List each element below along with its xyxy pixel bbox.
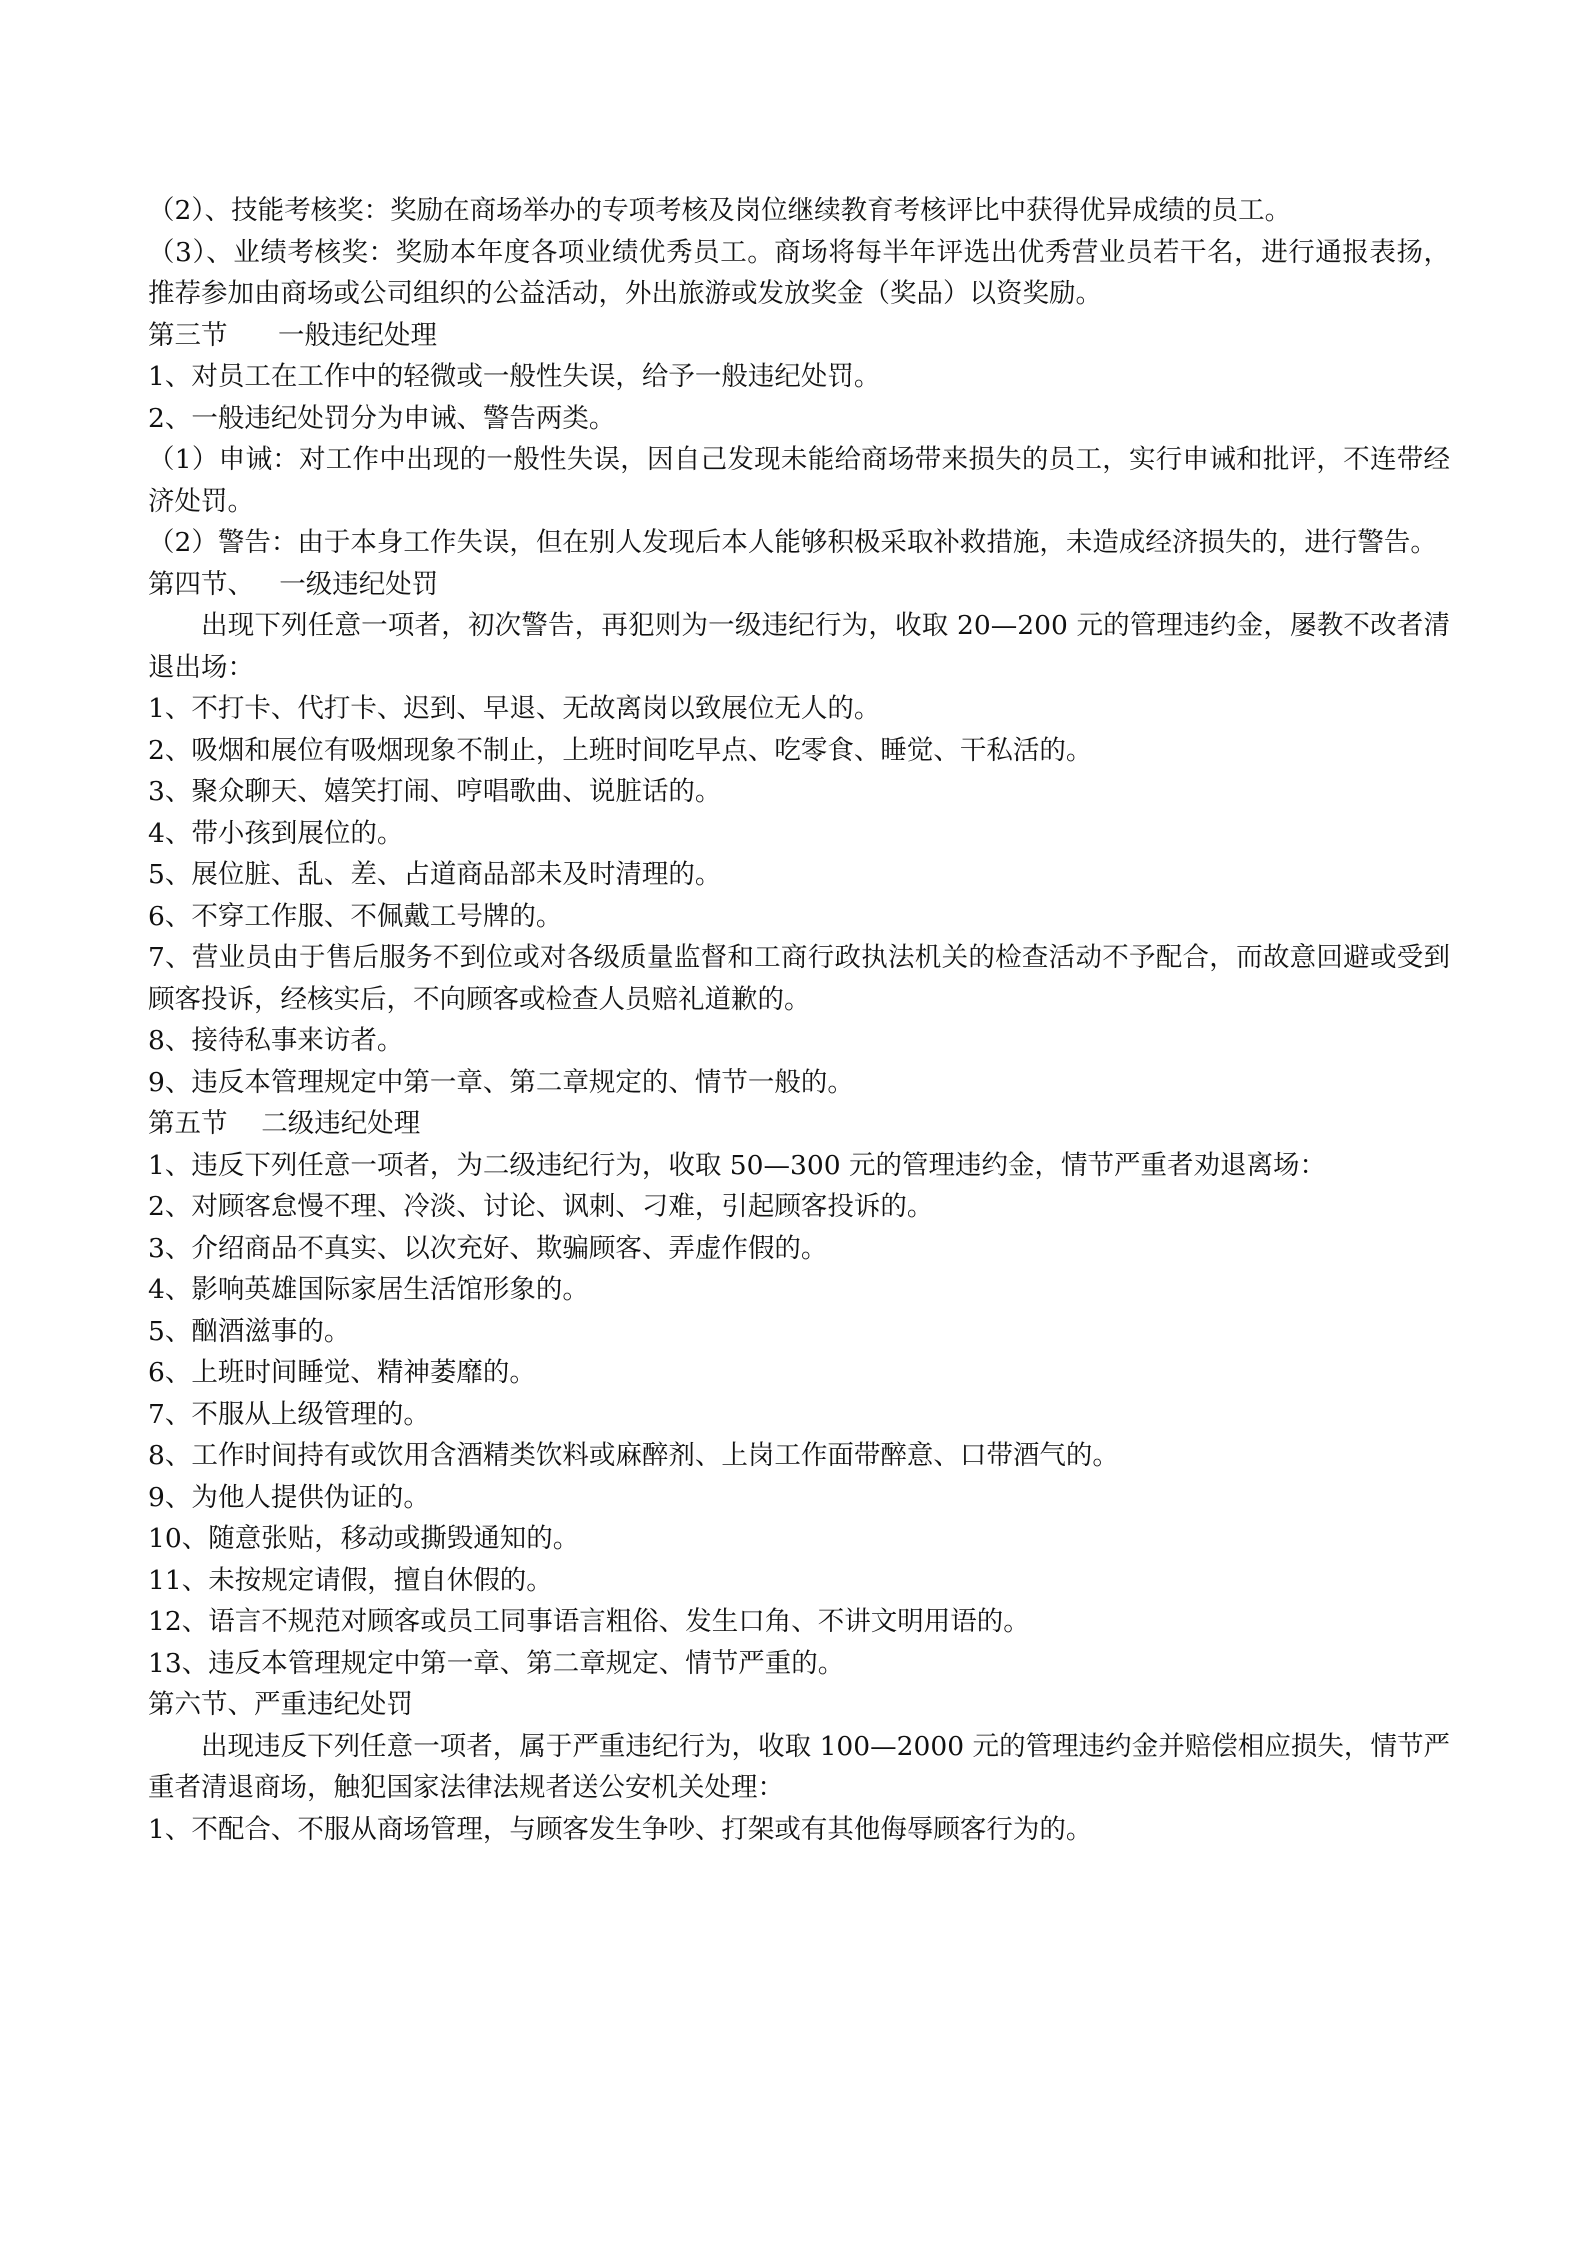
section-heading-4: 第四节、 一级违纪处罚 — [148, 568, 439, 600]
list-item: 3、介绍商品不真实、以次充好、欺骗顾客、弄虚作假的。 — [148, 1232, 828, 1264]
paragraph-reprimand: （1）申诫：对工作中出现的一般性失误，因自己发现未能给商场带来损失的员工，实行申诫和批评，不连带经济处罚。 — [148, 444, 1450, 517]
document-page — [148, 190, 1450, 1850]
list-item: 1、不配合、不服从商场管理，与顾客发生争吵、打架或有其他侮辱顾客行为的。 — [148, 1813, 1093, 1845]
list-item: 9、为他人提供伪证的。 — [148, 1481, 430, 1513]
list-item: 7、不服从上级管理的。 — [148, 1398, 430, 1430]
list-item: 2、对顾客怠慢不理、冷淡、讨论、讽刺、刁难，引起顾客投诉的。 — [148, 1191, 934, 1222]
list-item: 8、接待私事来访者。 — [148, 1025, 404, 1056]
paragraph-skill-award: （2）、技能考核奖：奖励在商场举办的专项考核及岗位继续教育考核评比中获得优异成绩的员工。 — [148, 195, 1292, 226]
list-item: 11、未按规定请假，擅自休假的。 — [148, 1564, 553, 1596]
section-heading-6: 第六节、严重违纪处罚 — [148, 1689, 413, 1720]
section-heading-5: 第五节 二级违纪处理 — [148, 1108, 421, 1139]
section-heading-3: 第三节 一般违纪处理 — [148, 319, 438, 351]
list-item: 1、违反下列任意一项者，为二级违纪行为，收取 50—300 元的管理违约金，情节严重者劝退离场： — [148, 1149, 1327, 1181]
list-item: 12、语言不规范对顾客或员工同事语言粗俗、发生口角、不讲文明用语的。 — [148, 1606, 1030, 1637]
list-item: 1、对员工在工作中的轻微或一般性失误，给予一般违纪处罚。 — [148, 361, 881, 392]
list-item: 13、违反本管理规定中第一章、第二章规定、情节严重的。 — [148, 1647, 845, 1679]
list-item: 3、聚众聊天、嬉笑打闹、哼唱歌曲、说脏话的。 — [148, 776, 722, 807]
list-item: 6、上班时间睡觉、精神萎靡的。 — [148, 1357, 536, 1388]
list-item: 6、不穿工作服、不佩戴工号牌的。 — [148, 900, 563, 932]
list-item: 5、展位脏、乱、差、占道商品部未及时清理的。 — [148, 859, 722, 890]
paragraph-level1-intro: 出现下列任意一项者，初次警告，再犯则为一级违纪行为，收取 20—200 元的管理违约金，屡教不改者清退出场： — [148, 610, 1450, 683]
list-item: 10、随意张贴，移动或撕毁通知的。 — [148, 1523, 580, 1554]
list-item: 4、影响英雄国际家居生活馆形象的。 — [148, 1274, 589, 1305]
list-item: 2、一般违纪处罚分为申诫、警告两类。 — [148, 402, 616, 434]
paragraph-warning: （2）警告：由于本身工作失误，但在别人发现后本人能够积极采取补救措施，未造成经济损失的，进行警告。 — [148, 527, 1437, 558]
list-item: 2、吸烟和展位有吸烟现象不制止，上班时间吃早点、吃零食、睡觉、干私活的。 — [148, 734, 1093, 766]
paragraph-serious-intro: 出现违反下列任意一项者，属于严重违纪行为，收取 100—2000 元的管理违约金并赔偿相应损失，情节严重者清退商场，触犯国家法律法规者送公安机关处理： — [148, 1730, 1450, 1803]
paragraph-performance-award: （3）、业绩考核奖：奖励本年度各项业绩优秀员工。商场将每半年评选出优秀营业员若干名，进行通报表扬，推荐参加由商场或公司组织的公益活动，外出旅游或发放奖金（奖品）以资奖励。 — [148, 236, 1450, 309]
list-item: 9、违反本管理规定中第一章、第二章规定的、情节一般的。 — [148, 1066, 854, 1098]
list-item: 8、工作时间持有或饮用含酒精类饮料或麻醉剂、上岗工作面带醉意、口带酒气的。 — [148, 1440, 1119, 1471]
list-item: 4、带小孩到展位的。 — [148, 817, 404, 849]
list-item: 7、营业员由于售后服务不到位或对各级质量监督和工商行政执法机关的检查活动不予配合，而故意回避或受到顾客投诉，经核实后，不向顾客或检查人员赔礼道歉的。 — [148, 942, 1450, 1015]
list-item: 1、不打卡、代打卡、迟到、早退、无故离岗以致展位无人的。 — [148, 693, 881, 724]
list-item: 5、酗酒滋事的。 — [148, 1315, 351, 1347]
